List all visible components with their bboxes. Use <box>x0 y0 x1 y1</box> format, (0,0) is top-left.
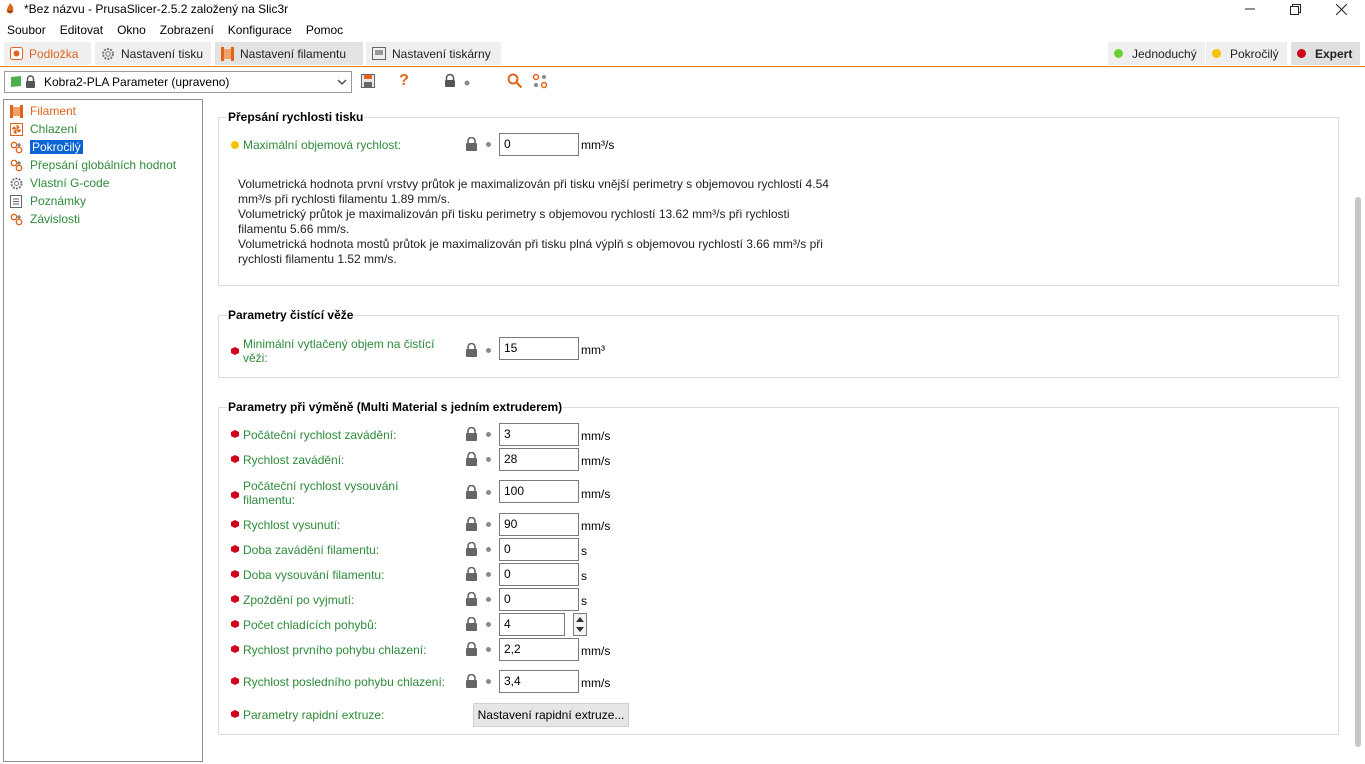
spool-icon <box>9 104 23 118</box>
minimize-button[interactable] <box>1227 0 1273 18</box>
group-toolchange <box>218 400 1339 735</box>
unload-time-row: Doba vysouvání filamentu: 0 s <box>229 563 1329 587</box>
window-title: *Bez názvu - PrusaSlicer-2.5.2 založený na Slic3r <box>24 2 289 16</box>
unload-time-input[interactable]: 0 <box>499 563 579 586</box>
sidebar-item-cooling[interactable]: Chlazení <box>9 121 77 137</box>
menu-view[interactable]: Zobrazení <box>159 23 214 37</box>
lock-legend-button[interactable] <box>444 72 474 90</box>
menu-bar <box>0 20 350 40</box>
system-value-dot[interactable] <box>486 622 491 627</box>
lock-dot-icon <box>444 74 474 88</box>
menu-file[interactable]: Soubor <box>7 23 46 37</box>
sidebar-item-filament[interactable]: Filament <box>9 103 76 119</box>
system-value-dot[interactable] <box>486 572 491 577</box>
lock-icon[interactable] <box>465 542 478 556</box>
mode-advanced-button[interactable]: Pokročilý <box>1206 42 1287 65</box>
sidebar-item-custom-gcode[interactable]: Vlastní G-code <box>9 175 109 191</box>
lock-icon[interactable] <box>465 592 478 606</box>
mode-expert-button[interactable]: Expert <box>1291 42 1360 65</box>
system-value-dot[interactable] <box>486 490 491 495</box>
flag-lock-icon <box>10 75 40 89</box>
loading-speed-start-row: Počáteční rychlost zavádění: 3 mm/s <box>229 423 1329 447</box>
system-value-dot[interactable] <box>486 547 491 552</box>
lock-icon[interactable] <box>465 452 478 466</box>
ramming-settings-button[interactable]: Nastavení rapidní extruze... <box>473 703 629 727</box>
save-icon <box>361 74 375 88</box>
question-icon: ? <box>399 72 409 89</box>
min-purge-volume-label: Minimální vytlačený objem na čistící věži: <box>243 337 435 365</box>
system-value-dot[interactable] <box>486 597 491 602</box>
cog-icon <box>101 47 115 61</box>
mode-advanced-dot <box>1212 49 1221 58</box>
lock-icon[interactable] <box>465 485 478 499</box>
tab-filament-settings[interactable]: Nastavení filamentu <box>215 42 363 65</box>
note-icon <box>9 194 23 208</box>
unit-label: mm³/s <box>581 138 615 152</box>
cooling-final-speed-row: Rychlost posledního pohybu chlazení: 3,4 mm/s <box>229 670 1329 694</box>
system-value-dot[interactable] <box>486 457 491 462</box>
system-value-dot[interactable] <box>486 432 491 437</box>
compare-presets-button[interactable] <box>531 72 549 90</box>
spool-icon <box>221 47 234 61</box>
mode-expert-dot <box>231 620 239 628</box>
mode-expert-dot <box>231 645 239 653</box>
sidebar-item-overrides[interactable]: Přepsání globálních hodnot <box>9 157 176 173</box>
compare-icon <box>532 73 548 89</box>
sidebar-item-dependencies[interactable]: Závislosti <box>9 211 80 227</box>
tab-printer-settings[interactable]: Nastavení tiskárny <box>366 42 501 65</box>
cooling-initial-speed-input[interactable]: 2,2 <box>499 638 579 661</box>
mode-expert-dot <box>231 545 239 553</box>
menu-configuration[interactable]: Konfigurace <box>227 23 292 37</box>
sidebar-item-notes[interactable]: Poznámky <box>9 193 86 209</box>
mode-expert-dot <box>231 677 239 685</box>
unloading-speed-start-row: Počáteční rychlost vysouvání filamentu: 100 mm/s <box>229 479 1329 509</box>
group-wipe-tower <box>218 308 1339 378</box>
tab-bar <box>0 40 1365 67</box>
wrench-icon <box>9 140 23 154</box>
cooling-moves-input[interactable]: 4 <box>499 613 565 636</box>
load-time-input[interactable]: 0 <box>499 538 579 561</box>
vertical-scrollbar[interactable] <box>1354 97 1362 749</box>
mode-expert-dot <box>1297 49 1306 58</box>
loading-speed-input[interactable]: 28 <box>499 448 579 471</box>
cooling-final-speed-input[interactable]: 3,4 <box>499 670 579 693</box>
mode-expert-dot <box>231 491 239 499</box>
menu-help[interactable]: Pomoc <box>305 23 344 37</box>
max-volumetric-speed-label: Maximální objemová rychlost: <box>243 138 402 152</box>
load-time-row: Doba zavádění filamentu: 0 s <box>229 538 1329 562</box>
tab-plater[interactable]: Podložka <box>4 42 91 65</box>
lock-icon[interactable] <box>465 567 478 581</box>
max-volumetric-speed-input[interactable]: 0 <box>499 133 579 156</box>
mode-expert-dot <box>231 710 239 718</box>
mode-expert-dot <box>231 570 239 578</box>
printer-icon <box>372 47 386 60</box>
system-value-dot[interactable] <box>486 679 491 684</box>
prusaslicer-logo-icon <box>5 3 15 15</box>
preset-bar <box>0 68 1365 96</box>
mode-advanced-dot <box>231 141 239 149</box>
gear-icon <box>9 176 23 190</box>
group-speed-override <box>218 110 1339 286</box>
lock-icon[interactable] <box>465 617 478 631</box>
system-value-dot[interactable] <box>486 348 491 353</box>
loading-speed-start-input[interactable]: 3 <box>499 423 579 446</box>
save-preset-button[interactable] <box>359 72 377 90</box>
mode-simple-dot <box>1114 49 1123 58</box>
delay-after-unload-input[interactable]: 0 <box>499 588 579 611</box>
system-value-dot[interactable] <box>486 522 491 527</box>
cooling-moves-row: Počet chladících pohybů: 4 <box>229 613 1329 637</box>
group-title: Parametry čistící věže <box>228 308 354 322</box>
delay-after-unload-row: Zpoždění po vyjmutí: 0 s <box>229 588 1329 612</box>
mode-expert-dot <box>231 347 239 355</box>
unloading-speed-input[interactable]: 90 <box>499 513 579 536</box>
lock-icon[interactable] <box>465 343 478 357</box>
unloading-speed-start-input[interactable]: 100 <box>499 480 579 503</box>
max-volumetric-speed-row <box>229 133 1329 157</box>
close-button[interactable] <box>1318 0 1364 18</box>
group-title: Parametry při výměně (Multi Material s jedním extruderem) <box>228 400 563 414</box>
system-value-dot[interactable] <box>486 647 491 652</box>
loading-speed-row: Rychlost zavádění: 28 mm/s <box>229 448 1329 472</box>
mode-simple-button[interactable]: Jednoduchý <box>1108 42 1205 65</box>
search-button[interactable] <box>506 72 524 90</box>
mode-expert-dot <box>231 520 239 528</box>
tab-print-settings[interactable]: Nastavení tisku <box>95 42 211 65</box>
mode-expert-dot <box>231 455 239 463</box>
search-icon <box>507 73 523 89</box>
title-bar <box>0 0 1365 18</box>
settings-page-list <box>3 99 203 762</box>
wrench-icon <box>9 212 23 226</box>
volumetric-info-text: Volumetrická hodnota první vrstvy průtok je maximalizován při tisku vnější perimetry s objemovou rychlostí 4.54 mm³/s při rychlosti filamentu 1.89 mm/s. Volumetrický průtok je maximalizován při tisku perimetry s objemovou rychlostí 13.62 mm³/s při rychlosti filamentu 5.66 mm/s. Volumetrická hodnota mostů průtok je maximalizován při tisku plná výplň s objemovou rychlostí 3.66 mm³/s při rychlosti filamentu 1.52 mm/s. <box>238 177 829 266</box>
min-purge-volume-input[interactable]: 15 <box>499 337 579 360</box>
sidebar-item-advanced[interactable]: Pokročilý <box>9 139 83 155</box>
plater-icon <box>10 47 23 60</box>
filament-preset-combo[interactable]: Kobra2-PLA Parameter (upraveno) <box>4 71 352 93</box>
cooling-moves-spinner[interactable] <box>573 613 587 636</box>
lock-icon[interactable] <box>465 427 478 441</box>
lock-icon[interactable] <box>465 137 478 151</box>
cooling-initial-speed-row: Rychlost prvního pohybu chlazení: 2,2 mm/s <box>229 638 1329 662</box>
system-value-dot[interactable] <box>486 142 491 147</box>
min-purge-volume-row <box>229 337 1329 367</box>
group-title: Přepsání rychlosti tisku <box>228 110 364 124</box>
restore-button[interactable] <box>1272 0 1318 18</box>
menu-window[interactable]: Okno <box>117 23 146 37</box>
chevron-down-icon <box>337 75 347 89</box>
spin-arrows-icon <box>574 614 586 635</box>
mode-expert-dot <box>231 595 239 603</box>
fan-icon <box>9 122 23 136</box>
lock-icon[interactable] <box>465 642 478 656</box>
ramming-row: Parametry rapidní extruze: Nastavení rapidní extruze... <box>229 703 1329 727</box>
unit-label: mm³ <box>581 343 605 357</box>
help-button[interactable] <box>395 72 413 90</box>
mode-expert-dot <box>231 430 239 438</box>
wrench-icon <box>9 158 23 172</box>
lock-icon[interactable] <box>465 674 478 688</box>
scrollbar-thumb[interactable] <box>1355 197 1361 747</box>
lock-icon[interactable] <box>465 517 478 531</box>
unloading-speed-row: Rychlost vysunutí: 90 mm/s <box>229 513 1329 537</box>
menu-edit[interactable]: Editovat <box>59 23 104 37</box>
